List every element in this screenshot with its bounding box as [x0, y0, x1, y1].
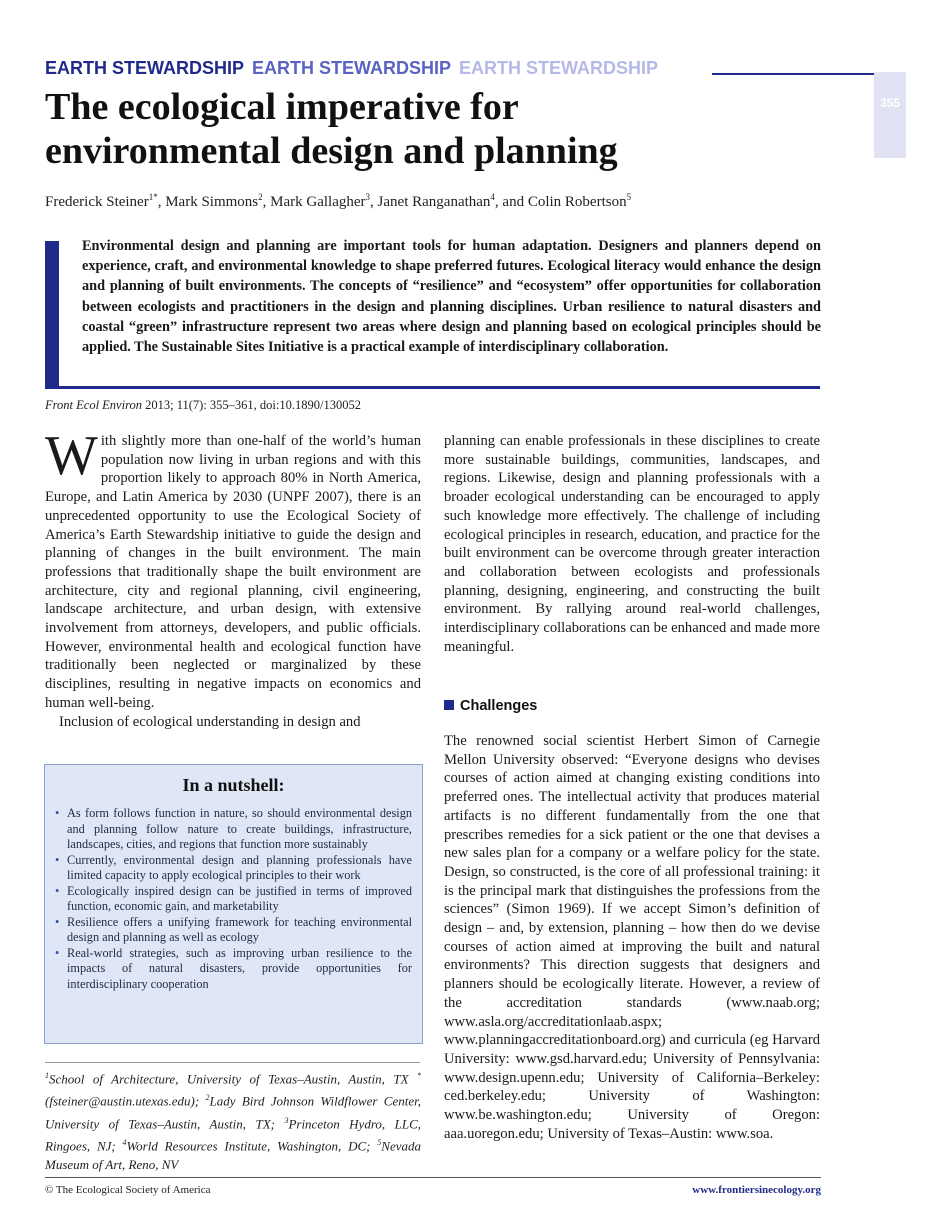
footer-copyright: © The Ecological Society of America	[45, 1184, 211, 1196]
fn-sup: 2	[205, 1093, 210, 1103]
author-4: , Janet Ranganathan	[370, 194, 491, 210]
title-line-1: The ecological imperative for	[45, 86, 519, 128]
section-banner	[45, 58, 908, 80]
body-paragraph-4: The renowned social scientist Herbert Simon of Carnegie Mellon University observed: “Everyone designs who devises courses of action aimed at changing existing conditions into preferred ones. The intellectual activity that produces material artifacts is no different fundamentally from the one that prescribes remedies for a sick patient or the one that devises a new sales plan for a company or a welfare policy for the state. Design, so constructed, is the core of all professional training: it is the principal mark that distinguishes the professions from the sciences” (Simon 1969). If we accept Simon’s definition of design – and, by extension, planning – how then do we devise courses of action aimed at improving the built and natural environments? This direction suggests that designers and planners should be ecologically literate. However, a review of the accreditation standards (www.naab.org; www.asla.org/accreditationlaab.aspx; www.planningaccreditationboard.org) and curricula (eg Harvard University: www.gsd.harvard.edu; University of Pennsylvania: www.design.upenn.edu; University of California–Berkeley: ced.berkeley.edu; University of Washington: www.be.washington.edu; University of Oregon: aaa.uoregon.edu; University of Texas–Austin: www.soa.	[444, 733, 820, 1142]
banner-label-2: EARTH STEWARDSHIP	[252, 58, 452, 78]
fn-sup: 5	[377, 1137, 382, 1147]
nutshell-item: • Resilience offers a unifying framework for teaching environmental design and planning as well as ecology	[55, 915, 412, 946]
body-paragraph-3: planning can enable professionals in these disciplines to create more sustainable buildings, communities, landscapes, and regions. Likewise, design and planning professionals with a broader ecological understanding can be encouraged to apply such knowledge more effectively. The challenge of including ecological principles in research, education, and practice for the built environment can be overcome through greater interaction and collaboration between ecologists and professionals planning, designing, engineering, and constructing the built environment. By rallying around real-world challenges, interdisciplinary collaborations can be enhanced and made more meaningful.	[444, 433, 820, 655]
nutshell-item: • Currently, environmental design and planning professionals have limited capacity to apply ecological principles to their work	[55, 853, 412, 884]
fn-text: (fsteiner@austin.utexas.edu);	[45, 1093, 206, 1109]
abstract-accent-bar	[45, 241, 59, 389]
body-paragraph-2: Inclusion of ecological understanding in design and	[59, 713, 361, 730]
author-list	[45, 192, 845, 211]
author-2: , Mark Simmons	[157, 194, 259, 210]
nutshell-item: • As form follows function in nature, so should environmental design and planning follow nature to create buildings, infrastructure, landscapes, cities, and regions that function more sustainably	[55, 806, 412, 853]
heading-square-icon	[444, 700, 454, 710]
body-column-right-top	[444, 432, 820, 656]
fn-text: Lady Bird Johnson Wildflower Center, University of Texas–Austin, Austin, TX;	[45, 1093, 421, 1131]
fn-text: World Resources Institute, Washington, DC;	[126, 1138, 378, 1154]
nutshell-title: In a nutshell:	[182, 775, 285, 795]
title-line-2: environmental design and planning	[45, 130, 618, 172]
body-column-left	[45, 425, 421, 731]
citation-details: 2013; 11(7): 355–361, doi:10.1890/130052	[141, 398, 361, 412]
nutshell-item: • Ecologically inspired design can be justified in terms of improved function, economic gain, and marketability	[55, 884, 412, 915]
article-title	[45, 85, 845, 173]
fn-text: School of Architecture, University of Texas–Austin, Austin, TX	[49, 1071, 417, 1087]
author-2-affil: 2	[258, 192, 263, 202]
affiliations-footnote	[45, 1066, 421, 1174]
author-4-affil: 4	[490, 192, 495, 202]
banner-label-3: EARTH STEWARDSHIP	[459, 58, 659, 78]
banner-label-1: EARTH STEWARDSHIP	[45, 58, 245, 78]
body-column-right-bottom	[444, 732, 820, 1143]
footnote-rule	[45, 1062, 420, 1063]
fn-sup: 1	[45, 1071, 49, 1080]
drop-cap: W	[45, 425, 98, 487]
citation-journal: Front Ecol Environ	[45, 398, 142, 412]
section-heading-challenges	[444, 698, 537, 714]
fn-sup: *	[417, 1071, 421, 1080]
nutshell-item: • Real-world strategies, such as improving urban resilience to the impacts of natural disasters, provide opportunities for interdisciplinary cooperation	[55, 946, 412, 993]
abstract-rule	[45, 386, 820, 389]
abstract: Environmental design and planning are important tools for human adaptation. Designers and planners depend on experience, craft, and environmental knowledge to shape preferred futures. Ecological literacy would enhance the design and planning of built environments. The concepts of “resilience” and “ecosystem” offer opportunities for collaboration between ecologists and practitioners in the design and planning disciplines. Urban resilience to natural disasters and coastal “green” infrastructure represent two areas where design and planning based on ecological principles should be applied. The Sustainable Sites Initiative is a practical example of interdisciplinary collaboration.	[82, 238, 821, 356]
author-5-affil: 5	[626, 192, 632, 202]
fn-sup: 3	[284, 1115, 289, 1125]
fn-text: Princeton Hydro, LLC, Ringoes, NJ;	[45, 1115, 421, 1154]
heading-text: Challenges	[460, 698, 538, 714]
author-3-affil: 3	[365, 192, 371, 202]
author-1: Frederick Steiner	[45, 194, 149, 210]
body-paragraph-1	[45, 425, 421, 713]
footer-rule	[45, 1177, 821, 1178]
footer-website-link[interactable]: www.frontiersinecology.org	[692, 1184, 821, 1196]
page-number: 355	[879, 96, 901, 110]
author-5: , and Colin Robertson	[494, 194, 627, 210]
author-3: , Mark Gallagher	[262, 194, 366, 210]
fn-text: Nevada Museum of Art, Reno, NV	[45, 1138, 422, 1173]
citation	[45, 398, 361, 413]
author-1-affil: 1*	[148, 192, 158, 202]
nutshell-list	[55, 806, 412, 992]
fn-sup: 4	[122, 1137, 127, 1147]
paragraph-1-text: ith slightly more than one-half of the world’s human population now living in urban regions and with this proportion likely to approach 80% in North America, Europe, and Latin America by 2030 (UNPF 2007), there is an unprecedented opportunity to use the Ecological Society of America’s Earth Stewardship initiative to guide the design and planning of changes in the built environment. The main professions that traditionally shape the built environment are architecture, city and regional planning, civil engineering, landscape architecture, and urban design, with extensive involvement from attorneys, developers, and public officials. However, environmental health and ecological function have traditionally been neglected or marginalized by these disciplines, resulting in negative impacts on economics and human well-being.	[45, 433, 421, 711]
nutshell-box	[44, 764, 423, 1044]
page-number-tab	[874, 72, 906, 158]
